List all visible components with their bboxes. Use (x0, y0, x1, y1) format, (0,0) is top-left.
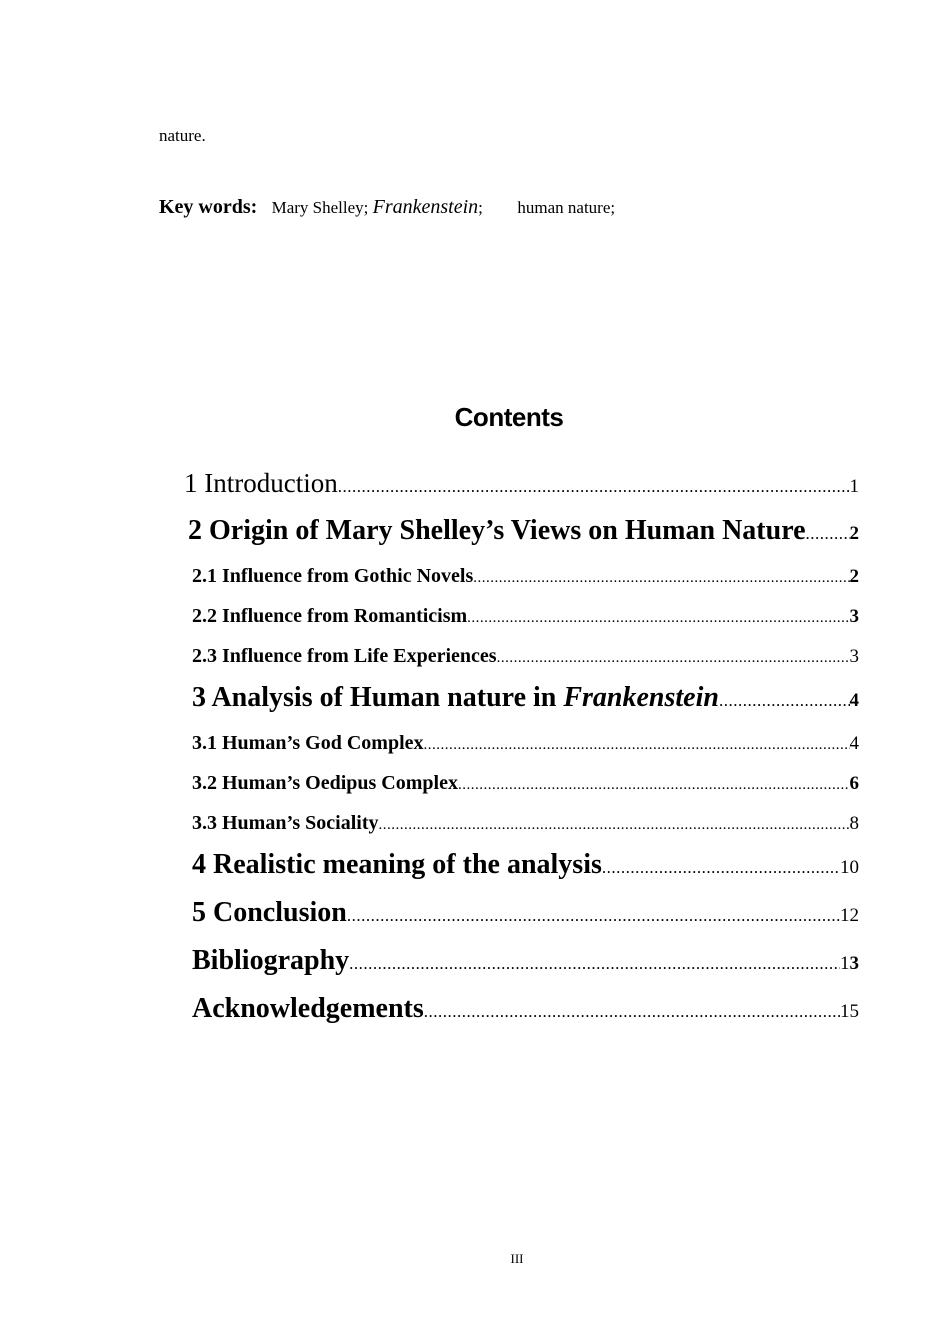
toc-page-digit-1: 1 (840, 953, 850, 974)
page-number-footer: III (510, 1251, 524, 1266)
keyword-human-nature: human nature; (517, 198, 616, 217)
toc-page-number: 3 (849, 646, 859, 667)
toc-leader-dots (473, 570, 849, 587)
toc-label: 2 Origin of Mary Shelley’s Views on Human Nature (188, 515, 806, 546)
toc-label: 2.2 Influence from Romanticism (192, 605, 468, 627)
toc-page-number: 8 (849, 813, 859, 834)
keyword-mary-shelley: Mary Shelley; (271, 198, 369, 217)
toc-entry-origin[interactable] (188, 515, 859, 547)
toc-label: 5 Conclusion (192, 897, 347, 928)
toc-page-number: 12 (840, 905, 859, 926)
toc-leader-dots (806, 524, 850, 544)
toc-page-number: 2 (849, 523, 859, 544)
toc-page-number: 10 (840, 857, 859, 878)
toc-label: 3.3 Human’s Sociality (192, 812, 379, 834)
toc-leader-dots (602, 858, 840, 878)
toc-page-number: 1 (849, 476, 859, 497)
toc-leader-dots (424, 1002, 840, 1022)
toc-page-number: 4 (849, 690, 859, 711)
toc-leader-dots (349, 954, 840, 974)
toc-entry-conclusion[interactable] (192, 897, 859, 929)
toc-page-number: 6 (849, 773, 859, 794)
keywords-line (159, 196, 615, 219)
toc-entry-acknowledgements[interactable] (192, 993, 859, 1025)
toc-label-italic-title: Frankenstein (563, 682, 719, 713)
contents-title: Contents (454, 402, 564, 432)
toc-label-prefix: 3 Analysis of Human nature in (192, 682, 564, 713)
toc-leader-dots (379, 817, 850, 834)
toc-page-number: 4 (849, 733, 859, 754)
toc-label: 2.3 Influence from Life Experiences (192, 645, 497, 667)
toc-leader-dots (338, 477, 850, 497)
keyword-frankenstein: Frankenstein (372, 196, 479, 218)
toc-entry-introduction[interactable] (184, 468, 859, 499)
toc-page-number (840, 953, 859, 975)
toc-entry-realistic-meaning[interactable] (192, 849, 859, 881)
toc-label: 2.1 Influence from Gothic Novels (192, 565, 474, 587)
toc-page-number: 2 (849, 566, 859, 587)
keywords-label: Key words: (159, 196, 258, 218)
toc-label: Bibliography (192, 945, 350, 976)
toc-leader-dots (347, 906, 840, 926)
toc-leader-dots (424, 737, 850, 754)
toc-leader-dots (719, 691, 850, 711)
toc-entry-romanticism[interactable] (192, 605, 859, 628)
toc-label: 3.2 Human’s Oedipus Complex (192, 772, 458, 794)
toc-entry-god-complex[interactable] (192, 732, 859, 755)
toc-entry-bibliography[interactable] (192, 945, 859, 977)
toc-label (192, 682, 719, 714)
toc-label: 4 Realistic meaning of the analysis (192, 849, 602, 880)
toc-entry-sociality[interactable] (192, 812, 859, 835)
toc-entry-oedipus-complex[interactable] (192, 772, 859, 795)
body-text-tail: nature. (159, 126, 206, 145)
toc-page-number: 15 (840, 1001, 859, 1022)
toc-entry-gothic-novels[interactable] (192, 565, 859, 588)
toc-page-number: 3 (849, 606, 859, 627)
toc-label: 3.1 Human’s God Complex (192, 732, 424, 754)
toc-page-digit-2: 3 (849, 953, 859, 974)
toc-label: 1 Introduction (184, 468, 338, 498)
toc-entry-life-experiences[interactable] (192, 645, 859, 668)
toc-leader-dots (467, 610, 849, 627)
toc-label: Acknowledgements (192, 993, 424, 1024)
toc-entry-analysis[interactable] (192, 682, 859, 714)
keyword-separator: ; (478, 198, 483, 217)
toc-leader-dots (458, 777, 850, 794)
toc-leader-dots (497, 650, 850, 667)
